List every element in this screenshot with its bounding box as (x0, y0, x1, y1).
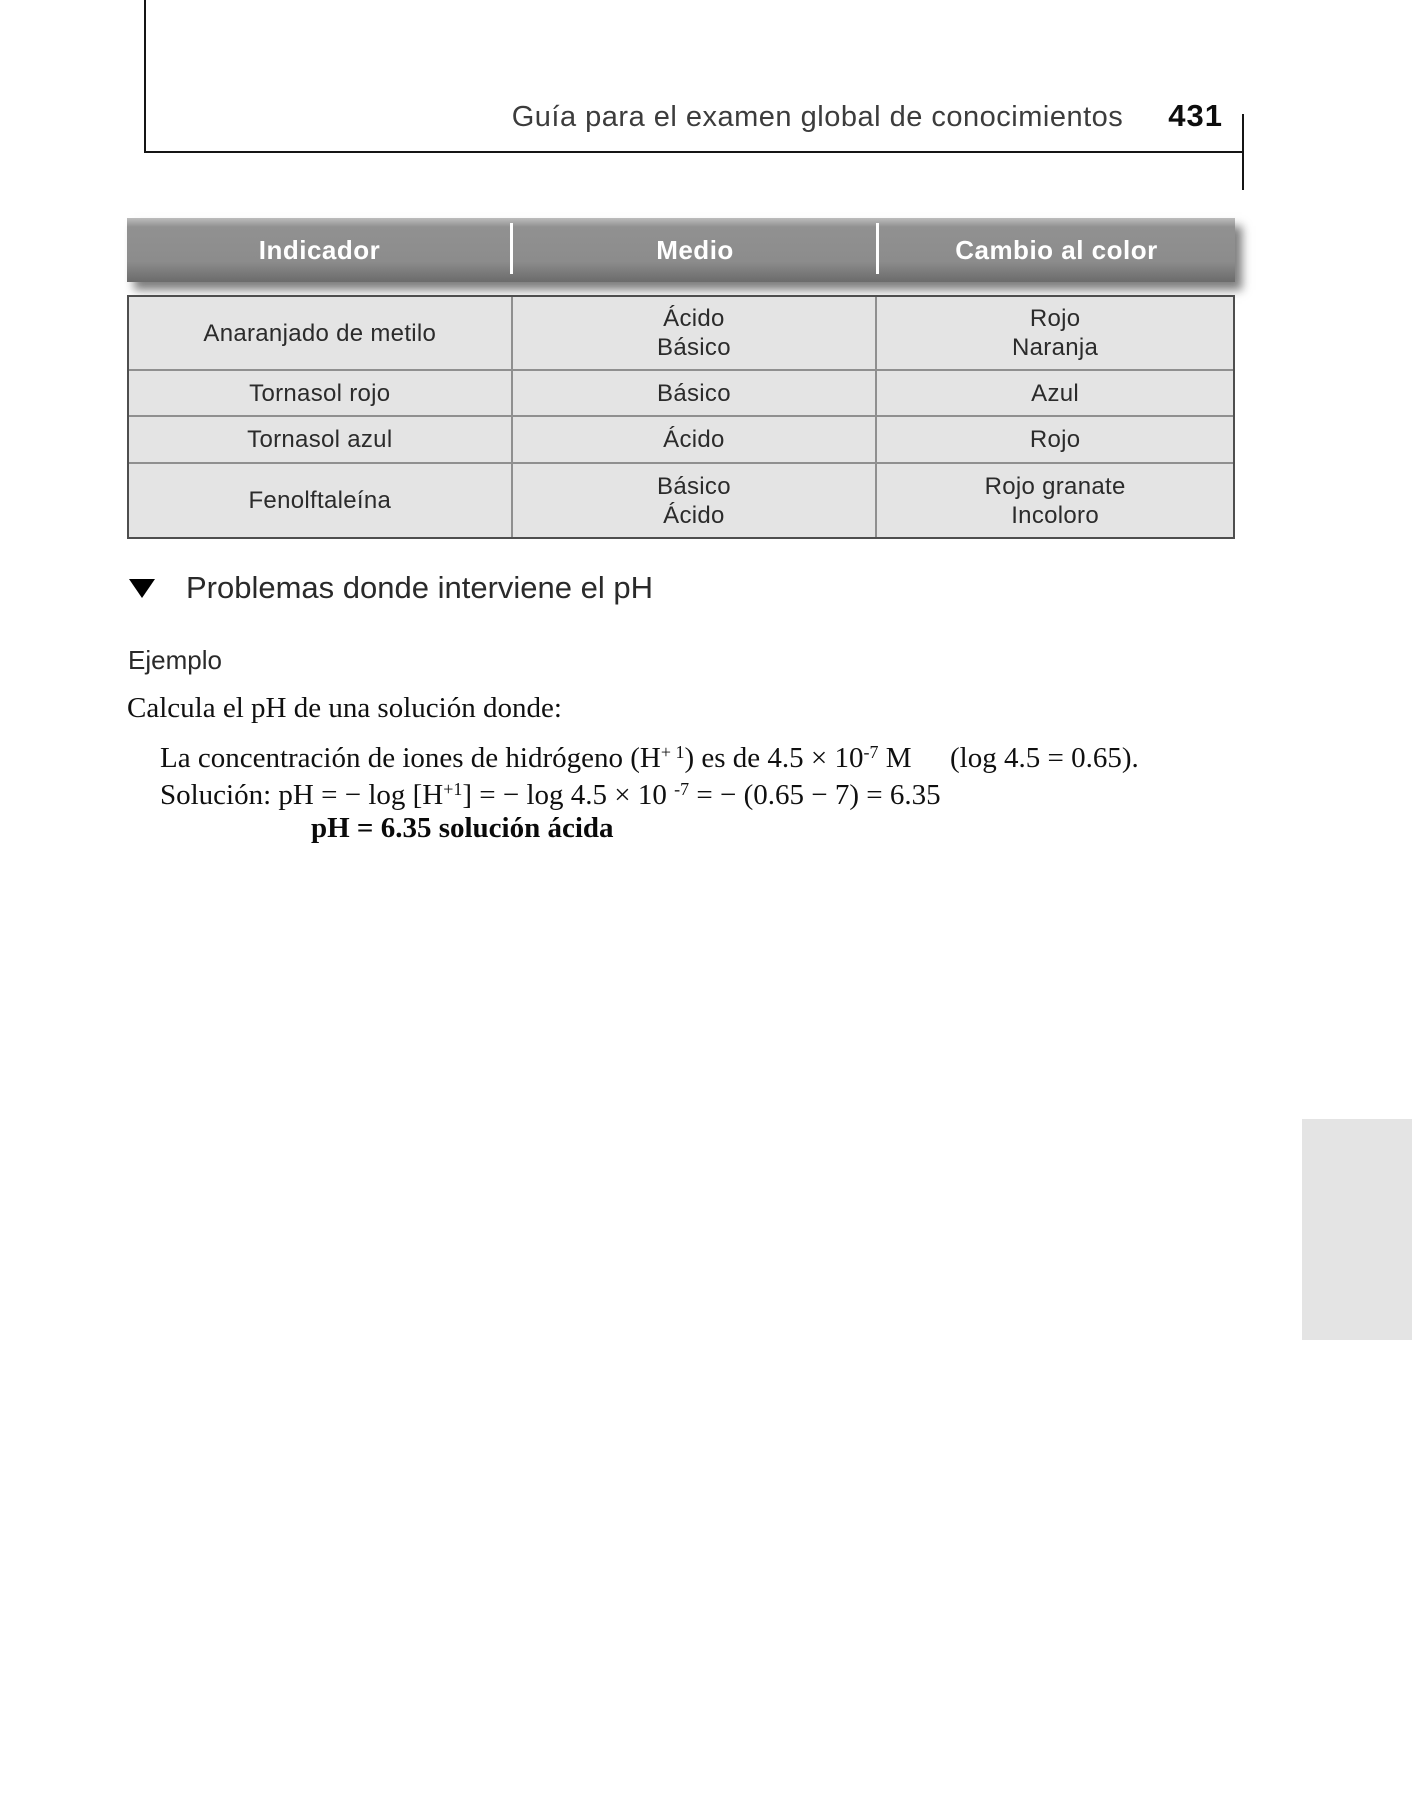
indicator-table (127, 218, 1235, 539)
cell-indicador: Tornasol azul (129, 417, 513, 462)
cell-medio (513, 297, 878, 369)
table-body (127, 295, 1235, 539)
cell-indicador: Tornasol rojo (129, 371, 513, 415)
cell-line: Básico (657, 334, 731, 361)
running-head (500, 98, 1223, 134)
col-header-medio: Medio (512, 218, 878, 282)
cell-medio: Ácido (513, 417, 878, 462)
header-rule-right (1242, 114, 1244, 190)
cell-line: Ácido (663, 501, 725, 529)
table-header-row (127, 218, 1235, 282)
col-header-indicador: Indicador (127, 218, 512, 282)
cell-medio: Básico (513, 371, 878, 415)
section-heading (129, 570, 653, 606)
cell-cambio (877, 464, 1233, 537)
cell-line: Rojo granate (984, 472, 1126, 500)
superscript: -7 (674, 778, 690, 799)
math-line-1 (160, 741, 1139, 775)
table-row (129, 462, 1233, 537)
math-text: ] = − log 4.5 × 10 (462, 779, 675, 811)
header-rule-left (144, 0, 146, 152)
superscript: + 1 (660, 741, 685, 762)
math-text: = − (0.65 − 7) = 6.35 (689, 779, 941, 811)
superscript: -7 (863, 741, 879, 762)
math-line-2 (160, 779, 941, 812)
math-text: ) es de 4.5 × 10 (684, 742, 864, 774)
math-text: La concentración de iones de hidrógeno (H (160, 742, 661, 774)
cell-line: Incoloro (1011, 501, 1100, 529)
header-rule-horizontal (144, 151, 1244, 153)
triangle-down-icon (129, 579, 155, 598)
math-text: M (878, 742, 912, 774)
cell-line: Básico (657, 472, 731, 500)
running-title: Guía para el examen global de conocimientos (511, 101, 1124, 133)
cell-line: Naranja (1012, 334, 1099, 361)
example-intro: Calcula el pH de una solución donde: (127, 692, 562, 724)
cell-line: Rojo (1029, 305, 1081, 332)
cell-indicador: Fenolftaleína (129, 464, 513, 537)
cell-indicador: Anaranjado de metilo (129, 297, 513, 369)
cell-cambio (877, 297, 1233, 369)
table-row (129, 415, 1233, 462)
col-header-cambio: Cambio al color (955, 234, 1158, 265)
superscript: +1 (443, 778, 463, 799)
cell-cambio: Rojo (1029, 426, 1081, 453)
result-line: pH = 6.35 solución ácida (311, 812, 614, 844)
cell-medio (513, 464, 878, 537)
section-title: Problemas donde interviene el pH (186, 570, 653, 605)
example-label: Ejemplo (128, 645, 222, 675)
cell-line: Ácido (663, 305, 725, 332)
page-number: 431 (1168, 98, 1223, 133)
math-text: Solución: pH = − log [H (160, 779, 444, 811)
table-row (129, 297, 1233, 369)
log-note: (log 4.5 = 0.65). (950, 742, 1139, 774)
cell-cambio: Azul (1031, 379, 1080, 407)
table-row (129, 369, 1233, 415)
page-edge-tab-marker (1302, 1119, 1412, 1340)
